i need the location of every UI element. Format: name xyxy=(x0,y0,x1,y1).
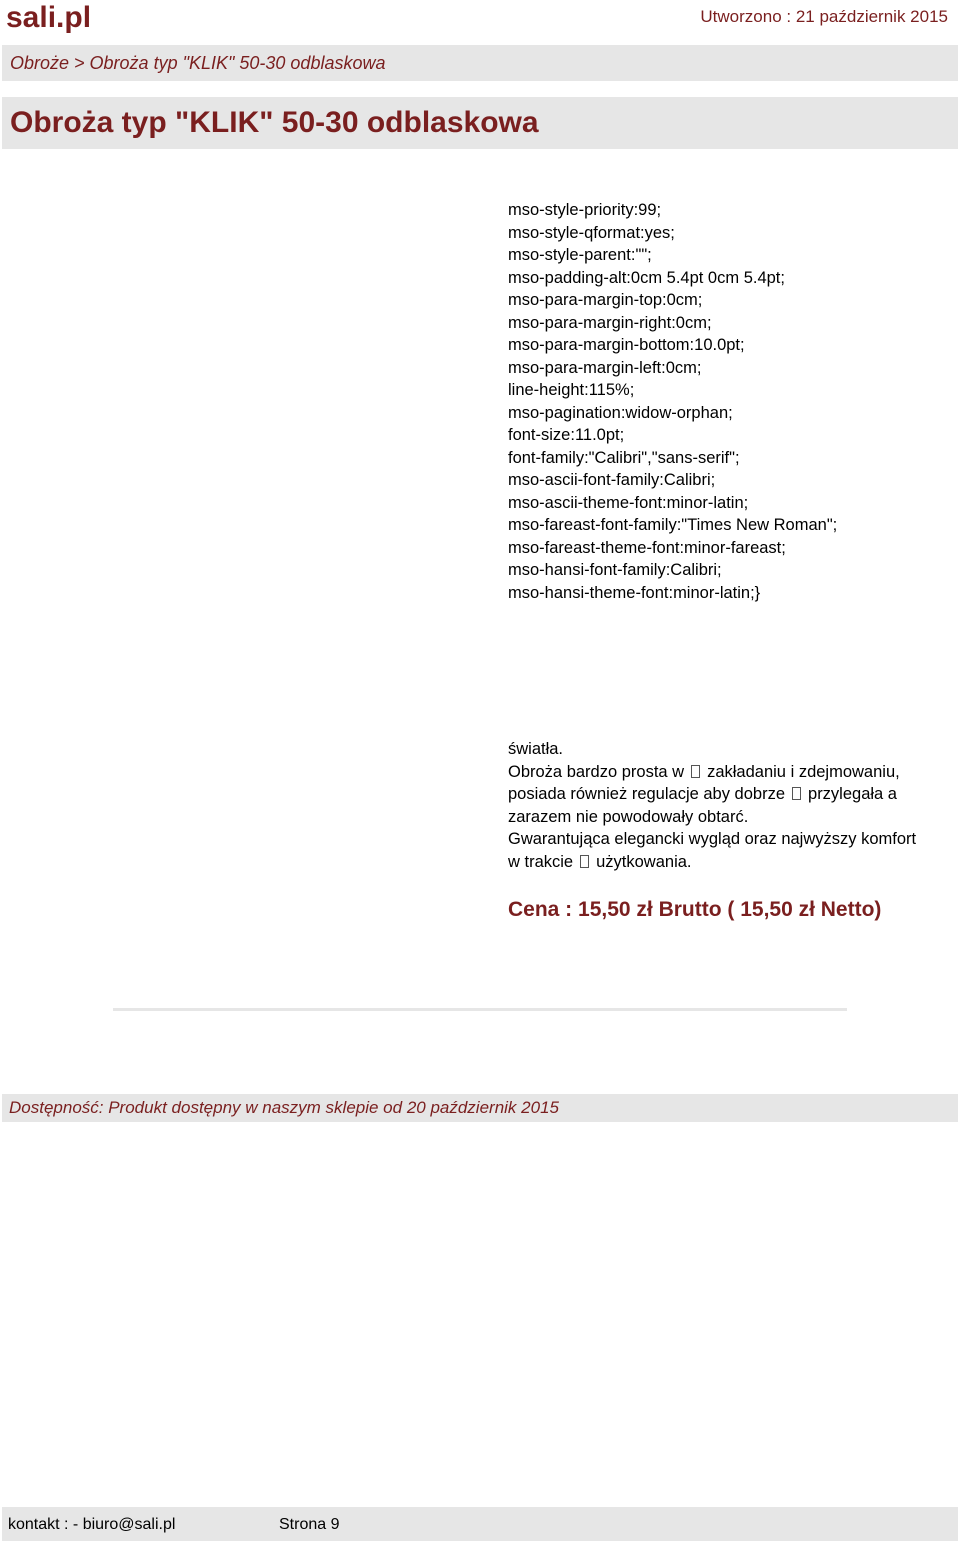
description-line: światła. xyxy=(508,740,564,758)
title-bar xyxy=(2,97,958,149)
page-number: Strona 9 xyxy=(279,1516,340,1533)
css-text-block xyxy=(508,199,928,604)
css-line: mso-para-margin-top:0cm; xyxy=(508,291,703,309)
css-line: mso-para-margin-left:0cm; xyxy=(508,358,702,377)
site-name[interactable]: sali.pl xyxy=(6,1,92,34)
css-line: mso-padding-alt:0cm 5.4pt 0cm 5.4pt; xyxy=(508,268,785,287)
missing-glyph-icon xyxy=(691,765,700,778)
description-text: użytkowania. xyxy=(596,852,692,871)
description-text: Obroża bardzo prosta w xyxy=(508,762,685,781)
css-line: font-family:"Calibri","sans-serif"; xyxy=(508,448,740,467)
availability-text: Dostępność: Produkt dostępny w naszym sklepie od 20 październik 2015 xyxy=(9,1098,559,1117)
product-description xyxy=(508,738,928,873)
description-paragraph xyxy=(508,828,928,873)
css-line: mso-fareast-font-family:"Times New Roman"; xyxy=(508,516,838,534)
css-line: mso-para-margin-right:0cm; xyxy=(508,313,712,332)
css-line: mso-fareast-theme-font:minor-fareast; xyxy=(508,538,786,557)
page-header xyxy=(0,0,960,36)
description-paragraph xyxy=(508,761,928,829)
css-line: font-size:11.0pt; xyxy=(508,426,625,444)
description-text: zakładaniu i zdejmowaniu, posiada również regulacje aby dobrze xyxy=(508,762,900,803)
description-text: przylegała a zarazem nie powodowały obtarć. xyxy=(508,785,897,826)
footer xyxy=(2,1507,958,1541)
footer-contact[interactable]: kontakt : - biuro@sali.pl xyxy=(8,1516,176,1533)
css-line: mso-pagination:widow-orphan; xyxy=(508,403,733,422)
css-line: mso-ascii-theme-font:minor-latin; xyxy=(508,493,749,512)
css-line: mso-style-parent:""; xyxy=(508,246,652,264)
breadcrumb-bar xyxy=(2,45,958,81)
created-date: Utworzono : 21 październik 2015 xyxy=(700,7,948,26)
css-line: mso-ascii-font-family:Calibri; xyxy=(508,471,716,489)
availability-bar xyxy=(2,1094,958,1122)
breadcrumb[interactable]: Obroże > Obroża typ "KLIK" 50-30 odblaskowa xyxy=(10,53,386,73)
css-line: mso-style-qformat:yes; xyxy=(508,223,675,242)
missing-glyph-icon xyxy=(792,787,801,800)
description-text: Gwarantująca elegancki wygląd oraz najwyższy komfort w trakcie xyxy=(508,830,917,871)
css-line: mso-hansi-font-family:Calibri; xyxy=(508,561,722,579)
price: Cena : 15,50 zł Brutto ( 15,50 zł Netto) xyxy=(508,898,882,921)
css-line: mso-hansi-theme-font:minor-latin;} xyxy=(508,583,761,602)
page-title: Obroża typ "KLIK" 50-30 odblaskowa xyxy=(10,106,539,139)
css-line: mso-style-priority:99; xyxy=(508,201,662,219)
css-line: line-height:115%; xyxy=(508,381,635,399)
divider xyxy=(113,1008,847,1011)
missing-glyph-icon xyxy=(580,855,589,868)
css-line: mso-para-margin-bottom:10.0pt; xyxy=(508,336,745,354)
